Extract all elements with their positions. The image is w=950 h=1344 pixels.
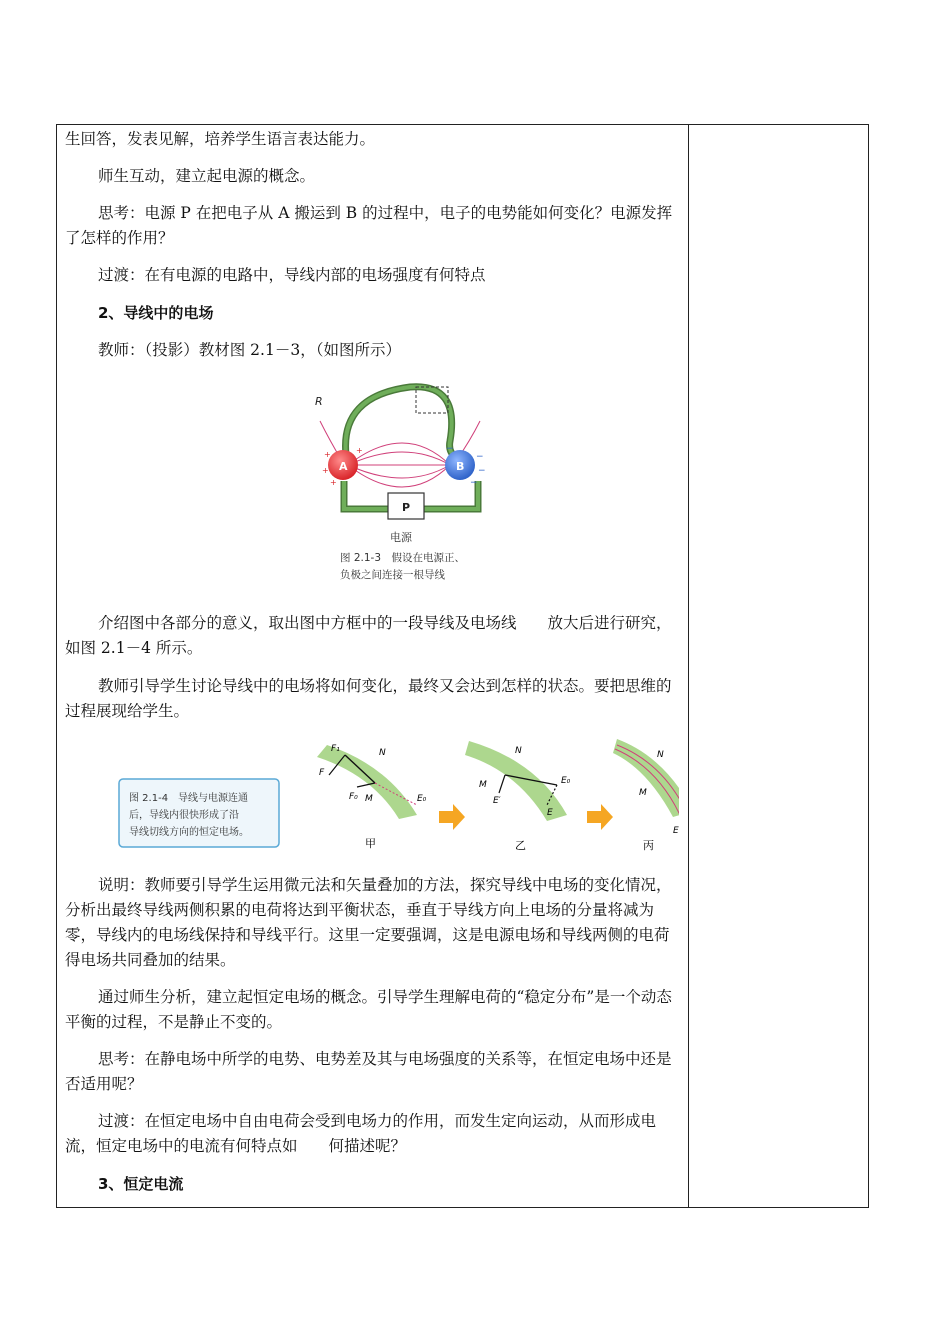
lesson-table xyxy=(56,124,869,1208)
panel-label-bing: 丙 xyxy=(643,839,654,852)
section-heading-3: 3、恒定电流 xyxy=(98,1175,184,1193)
panel-label-jia: 甲 xyxy=(365,837,376,850)
paragraph-2: 师生互动，建立起电源的概念。 xyxy=(98,167,316,185)
panel-yi xyxy=(465,741,571,852)
svg-text:−: − xyxy=(478,466,486,476)
paragraph-11: 过渡：在恒定电场中自由电荷会受到电场力的作用，而发生定向运动，从而形成电流，恒定电场中的电流有何特点如 何描述呢？ xyxy=(65,1112,657,1155)
vec-e0-1: E₀ xyxy=(417,794,427,804)
paragraph-5: 教师：（投影）教材图 2.1－3，（如图所示） xyxy=(98,341,401,359)
paragraph-9: 通过师生分析，建立起恒定电场的概念。引导学生理解电荷的“稳定分布”是一个动态平衡的过程，不是静止不变的。 xyxy=(65,988,672,1031)
point-n-2: N xyxy=(515,746,522,756)
figure1-caption-line2: 负极之间连接一根导线 xyxy=(340,569,445,581)
point-m-3: M xyxy=(639,788,647,798)
svg-text:−: − xyxy=(476,452,484,462)
paragraph-7: 教师引导学生讨论导线中的电场将如何变化，最终又会达到怎样的状态。要把思维的过程展现给学生。 xyxy=(65,677,672,720)
paragraph-1: 生回答，发表见解，培养学生语言表达能力。 xyxy=(65,130,376,148)
label-b: B xyxy=(456,460,465,473)
figure2-caption-line1: 图 2.1-4 导线与电源连通 xyxy=(129,793,249,804)
figure-2-1-3 xyxy=(310,381,490,581)
paragraph-3: 思考：电源 P 在把电子从 A 搬运到 B 的过程中，电子的电势能如何变化？电源发挥了怎样的作用？ xyxy=(65,204,673,247)
svg-text:+: + xyxy=(330,478,337,487)
paragraph-4: 过渡：在有电源的电路中，导线内部的电场强度有何特点 xyxy=(98,266,486,284)
vec-e0-2: E₀ xyxy=(561,776,571,786)
source-label: 电源 xyxy=(390,531,412,544)
svg-text:−: − xyxy=(470,478,478,488)
panel-label-yi: 乙 xyxy=(515,839,526,852)
point-m-2: M xyxy=(479,780,487,790)
vec-f: F xyxy=(319,768,325,778)
vec-f0: F₀ xyxy=(349,792,358,802)
point-n-1: N xyxy=(379,748,386,758)
vec-e-2: E xyxy=(547,808,553,818)
figure2-caption-line3: 导线切线方向的恒定电场。 xyxy=(129,827,249,838)
svg-text:+: + xyxy=(322,466,329,475)
paragraph-8: 说明：教师要引导学生运用微元法和矢量叠加的方法，探究导线中电场的变化情况，分析出最终导线两侧积累的电荷将达到平衡状态，垂直于导线方向上电场的分量将减为零，导线内的电场线保持和导线平行。这里一定要强调，这是电源电场和导线两侧的电荷得电场共同叠加的结果。 xyxy=(65,876,672,969)
panel-jia xyxy=(317,744,427,850)
figure2-caption-line2: 后，导线内很快形成了沿 xyxy=(129,810,239,821)
vec-e-3: E xyxy=(673,826,679,836)
section-heading-2: 2、导线中的电场 xyxy=(98,304,214,322)
figure1-caption-line1: 图 2.1-3 假设在电源正、 xyxy=(340,552,466,564)
panel-bing xyxy=(613,739,679,852)
point-m-1: M xyxy=(365,794,373,804)
svg-text:−: − xyxy=(446,444,454,454)
label-a: A xyxy=(339,460,348,473)
label-r: R xyxy=(315,395,323,408)
label-p: P xyxy=(402,501,411,514)
arrow-2 xyxy=(587,804,613,830)
column-divider xyxy=(688,125,689,1207)
paragraph-6: 介绍图中各部分的意义，取出图中方框中的一段导线及电场线 放大后进行研究，如图 2.1－4 所示。 xyxy=(65,614,672,657)
vec-e-prime: E′ xyxy=(493,796,501,806)
svg-text:+: + xyxy=(356,446,363,455)
point-n-3: N xyxy=(657,750,664,760)
vec-f1: F₁ xyxy=(331,744,340,754)
arrow-1 xyxy=(439,804,465,830)
svg-text:+: + xyxy=(324,450,331,459)
paragraph-10: 思考：在静电场中所学的电势、电势差及其与电场强度的关系等，在恒定电场中还是否适用呢？ xyxy=(65,1050,672,1093)
figure-2-1-4 xyxy=(117,735,679,863)
